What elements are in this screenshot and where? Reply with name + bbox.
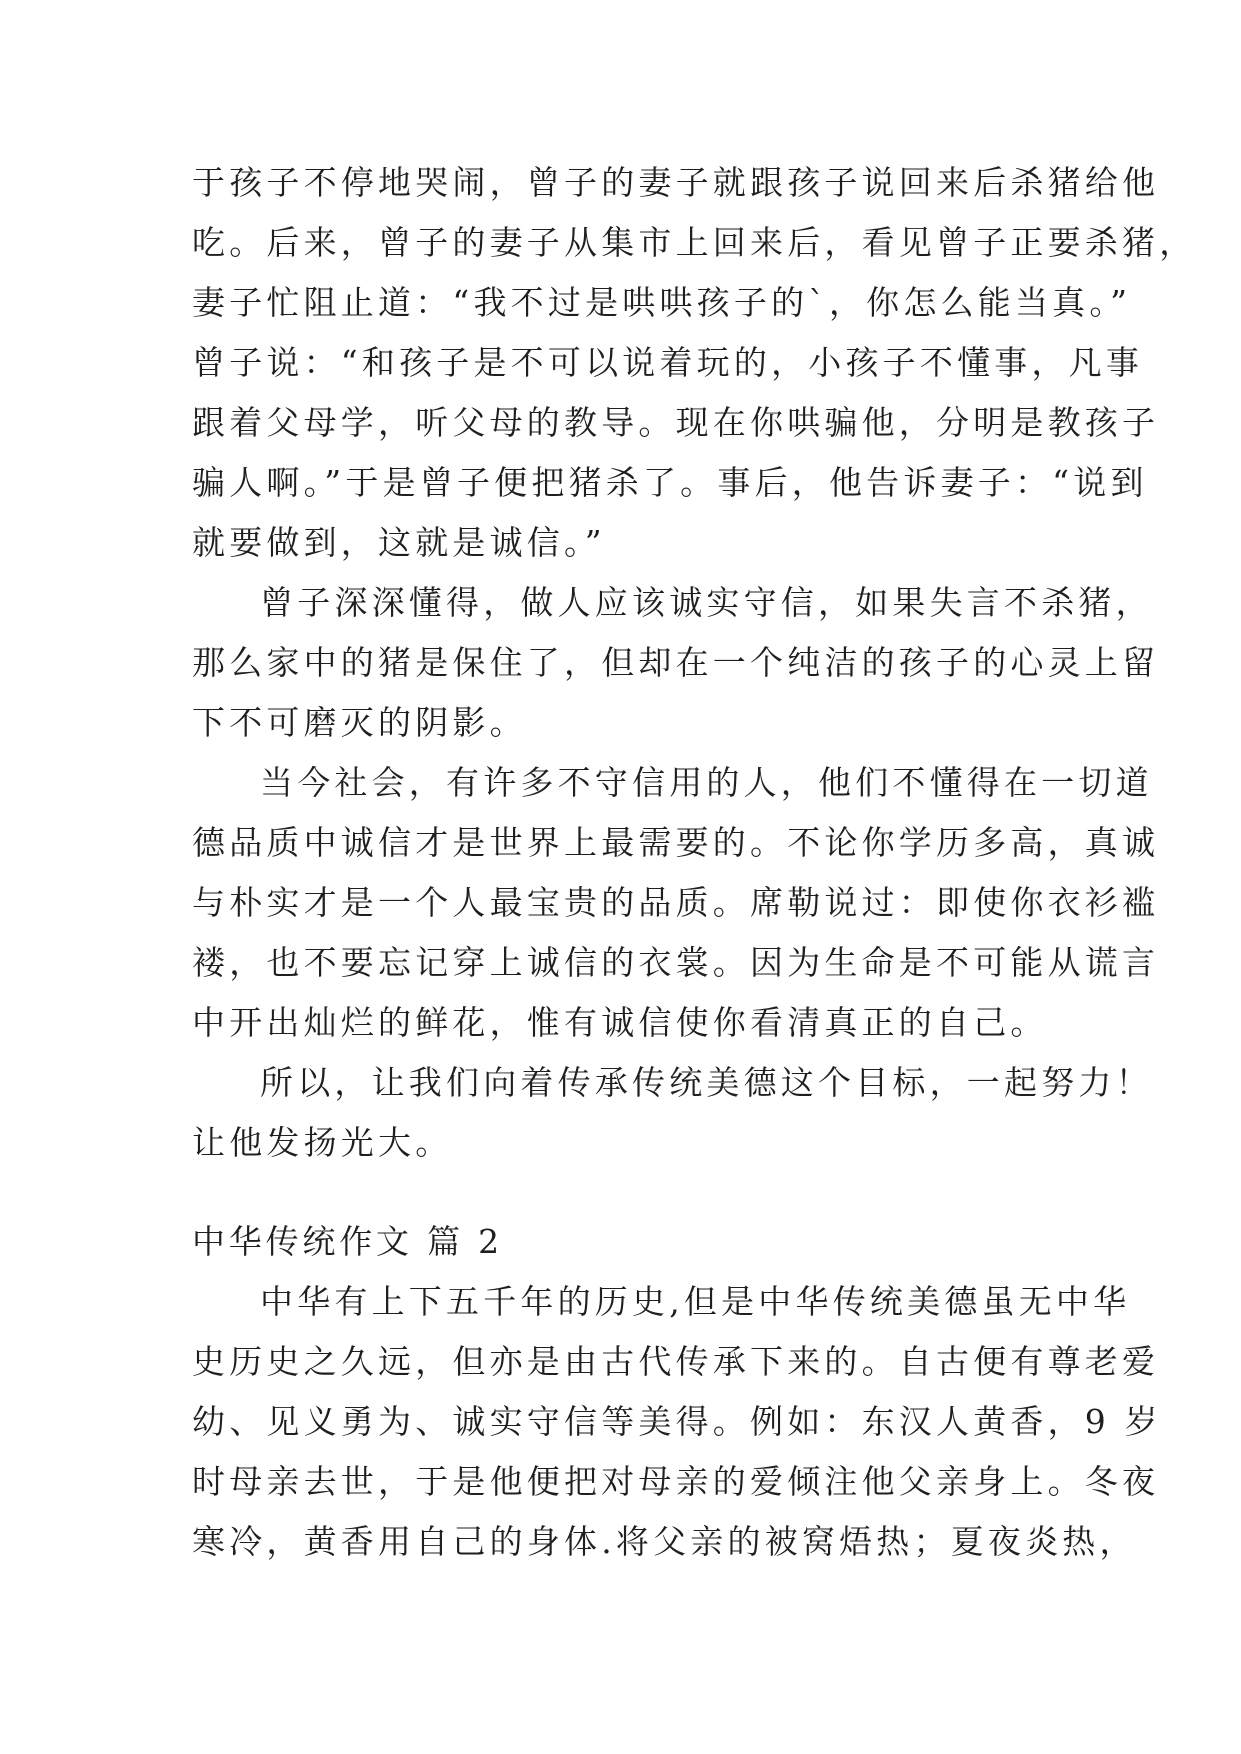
text-line: 史历史之久远，但亦是由古代传承下来的。自古便有尊老爱: [192, 1342, 1160, 1381]
paragraph-4: [192, 1053, 1153, 1173]
text-line: 跟着父母学，听父母的教导。现在你哄骗他，分明是教孩子: [192, 403, 1160, 442]
text-line: 中华有上下五千年的历史,但是中华传统美德虽无中华: [260, 1282, 1131, 1321]
paragraph-3: [192, 753, 1160, 1053]
text-line: 妻子忙阻止道：“我不过是哄哄孩子的`，你怎么能当真。”: [192, 283, 1132, 322]
text-line: 曾子深深懂得，做人应该诚实守信，如果失言不杀猪，: [260, 583, 1153, 622]
paragraph-5: [192, 1272, 1162, 1572]
text-line: 曾子说：“和孩子是不可以说着玩的，小孩子不懂事，凡事: [192, 343, 1144, 382]
text-line: 骗人啊。”于是曾子便把猪杀了。事后，他告诉妻子：“说到: [192, 463, 1148, 502]
text-line: 于孩子不停地哭闹，曾子的妻子就跟孩子说回来后杀猪给他: [192, 163, 1160, 202]
paragraph-2: [192, 573, 1160, 753]
text-line: 幼、见义勇为、诚实守信等美得。例如：东汉人黄香，9 岁: [192, 1402, 1162, 1441]
text-line: 寒冷，黄香用自己的身体.将父亲的被窝焐热；夏夜炎热，: [192, 1522, 1137, 1561]
text-line: 当今社会，有许多不守信用的人，他们不懂得在一切道: [260, 763, 1153, 802]
text-line: 德品质中诚信才是世界上最需要的。不论你学历多高，真诚: [192, 823, 1160, 862]
text-line: 所以，让我们向着传承传统美德这个目标，一起努力！: [260, 1063, 1153, 1102]
text-line: 吃。后来，曾子的妻子从集市上回来后，看见曾子正要杀猪，: [192, 223, 1197, 262]
text-line: 与朴实才是一个人最宝贵的品质。席勒说过：即使你衣衫褴: [192, 883, 1160, 922]
text-line: 就要做到，这就是诚信。”: [192, 523, 606, 562]
text-line: 那么家中的猪是保住了，但却在一个纯洁的孩子的心灵上留: [192, 643, 1160, 682]
text-line: 时母亲去世，于是他便把对母亲的爱倾注他父亲身上。冬夜: [192, 1462, 1160, 1501]
text-line: 中开出灿烂的鲜花，惟有诚信使你看清真正的自己。: [192, 1003, 1048, 1042]
paragraph-1: [192, 153, 1197, 573]
text-line: 下不可磨灭的阴影。: [192, 703, 527, 742]
text-line: 褛，也不要忘记穿上诚信的衣裳。因为生命是不可能从谎言: [192, 943, 1160, 982]
section-heading: 中华传统作文 篇 2: [192, 1222, 503, 1261]
text-line: 让他发扬光大。: [192, 1123, 453, 1162]
